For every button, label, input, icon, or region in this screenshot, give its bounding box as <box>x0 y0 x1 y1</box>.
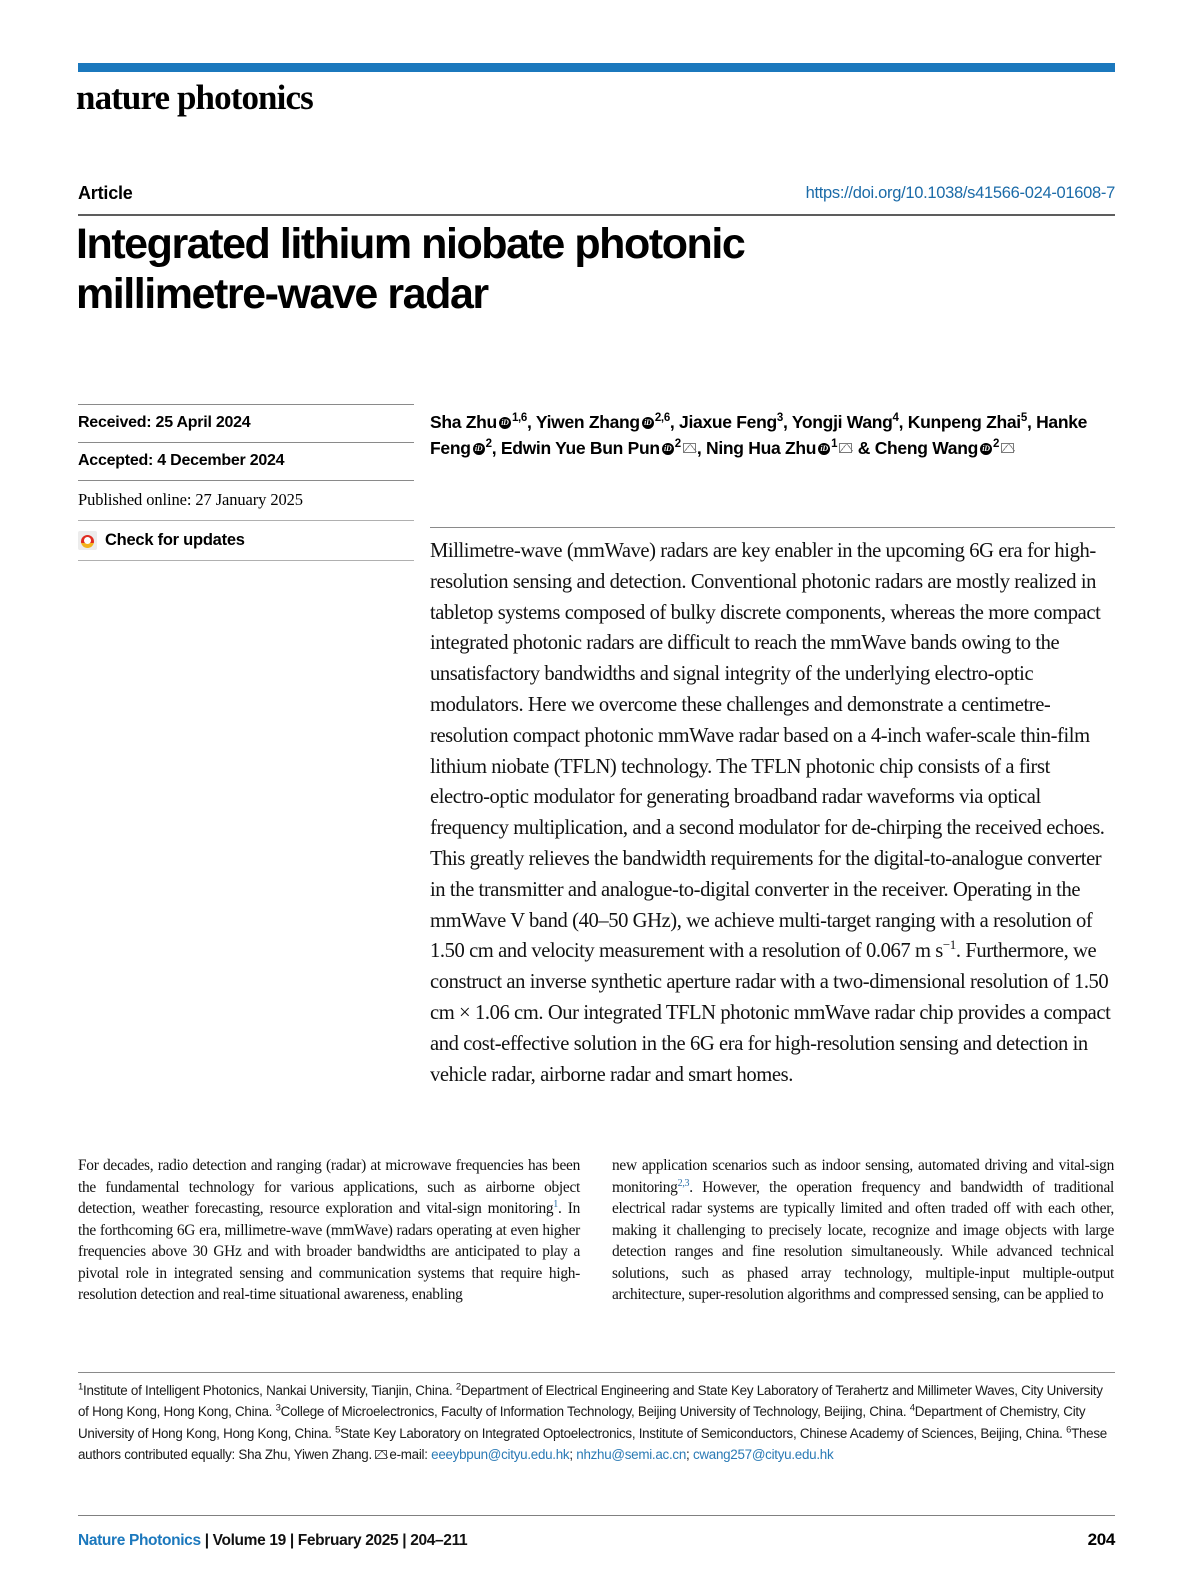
page-title-line-1: Integrated lithium niobate photonic <box>76 220 745 268</box>
body-column-right <box>612 1155 1114 1306</box>
affiliation-marker: 4 <box>909 1402 915 1414</box>
body-text-cont: . In the forthcoming 6G era, millimetre-wave (mmWave) radars operating at even higher frequencies above 30 GHz and with broader bandwidths are anticipated to play a pivotal role in integrated sensing and communication systems that require high-resolution detection and real-time situational awareness, enabling <box>78 1200 580 1303</box>
footer-journal-name[interactable]: Nature Photonics <box>78 1532 201 1549</box>
author-name[interactable]: Hanke Feng <box>430 412 1088 458</box>
orcid-icon[interactable] <box>642 417 654 429</box>
author-name[interactable]: Edwin Yue Bun Pun <box>500 438 660 458</box>
author-affiliation-marker: 2 <box>993 438 1000 451</box>
author-affiliation-marker: 3 <box>776 412 784 425</box>
footer-volume-info: | Volume 19 | February 2025 | 204–211 <box>200 1532 468 1549</box>
footer-citation <box>78 1532 467 1550</box>
accepted-date: Accepted: 4 December 2024 <box>78 452 285 469</box>
affiliation-marker: 5 <box>335 1424 341 1436</box>
author-name[interactable]: Jiaxue Feng <box>679 412 777 432</box>
reference-marker[interactable]: 2,3 <box>677 1177 690 1189</box>
affiliation-text: State Key Laboratory on Integrated Optoelectronics, Institute of Semiconductors, Chinese Academy of Sciences, Beijing, China. <box>340 1425 1067 1441</box>
check-for-updates-button[interactable] <box>78 521 414 560</box>
affiliation-text: College of Microelectronics, Faculty of Information Technology, Beijing University of Technology, Beijing, China. <box>280 1404 910 1420</box>
footer-divider <box>78 1515 1115 1516</box>
envelope-icon[interactable] <box>839 443 852 453</box>
journal-masthead: nature photonics <box>76 78 313 117</box>
body-columns <box>78 1155 1115 1306</box>
affiliation-text: Department of Chemistry, City University of Hong Kong, Hong Kong, China. <box>78 1404 1086 1441</box>
body-text: For decades, radio detection and ranging (radar) at microwave frequencies has been the fundamental technology for various applications, such as airborne object detection, weather forecasting, resource exploration and vital-sign monitoring <box>78 1157 580 1217</box>
page-title <box>76 219 1076 319</box>
email-link[interactable]: nhzhu@semi.ac.cn <box>576 1446 687 1462</box>
affiliation-marker: 2 <box>455 1381 461 1393</box>
abstract-text-cont: . Furthermore, we construct an inverse synthetic aperture radar with a two-dimensional resolution of 1.50 cm × 1.06 cm. Our integrated TFLN photonic mmWave radar chip provides a compact and cost-effective solution in the 6G era for high-resolution sensing and detection in vehicle radar, airborne radar and smart homes. <box>430 940 1111 1086</box>
affiliation-text: Department of Electrical Engineering and State Key Laboratory of Terahertz and Millimeter Waves, City University of Hong Kong, Hong Kong, China. <box>78 1383 1103 1420</box>
envelope-icon[interactable] <box>1001 443 1014 453</box>
orcid-icon[interactable] <box>499 417 511 429</box>
meta-divider <box>78 560 414 561</box>
orcid-icon[interactable] <box>662 443 674 455</box>
abstract-text: Millimetre-wave (mmWave) radars are key enabler in the upcoming 6G era for high-resolution sensing and detection. Conventional photonic radars are mostly realized in tabletop systems composed of bulky discrete components, whereas the more compact integrated photonic radars are difficult to reach the mmWave bands owing to the unsatisfactory bandwidths and signal integrity of the underlying electro-optic modulators. Here we overcome these challenges and demonstrate a centimetre-resolution compact photonic mmWave radar based on a 4-inch wafer-scale thin-film lithium niobate (TFLN) technology. The TFLN photonic chip consists of a first electro-optic modulator for generating broadband radar waveforms via optical frequency multiplication, and a second modulator for de-chirping the received echoes. This greatly relieves the bandwidth requirements for the digital-to-analogue converter in the transmitter and analogue-to-digital converter in the receiver. Operating in the mmWave V band (40–50 GHz), we achieve multi-target ranging with a resolution of 1.50 cm and velocity measurement with a resolution of 0.067 m s <box>430 540 1105 963</box>
author-affiliation-marker: 1,6 <box>511 412 528 425</box>
envelope-icon <box>375 1450 387 1459</box>
author-name[interactable]: Yongji Wang <box>791 412 893 432</box>
email-link[interactable]: cwang257@cityu.edu.hk <box>692 1446 834 1462</box>
envelope-icon[interactable] <box>683 443 696 453</box>
author-affiliation-marker: 2 <box>485 438 492 451</box>
abstract-superscript: −1 <box>942 937 956 953</box>
affiliation-marker: 1 <box>78 1381 84 1393</box>
reference-marker[interactable]: 1 <box>553 1198 559 1210</box>
page-number: 204 <box>1087 1530 1115 1549</box>
orcid-icon[interactable] <box>473 443 485 455</box>
published-online-date: Published online: 27 January 2025 <box>78 490 303 509</box>
doi-link[interactable]: https://doi.org/10.1038/s41566-024-01608-7 <box>805 184 1115 202</box>
author-affiliation-marker: 2,6 <box>654 412 670 425</box>
author-name[interactable]: Ning Hua Zhu <box>705 438 817 458</box>
body-text: new application scenarios such as indoor sensing, automated driving and vital-sign monitoring <box>612 1157 1114 1196</box>
affiliation-marker: 3 <box>275 1402 281 1414</box>
orcid-icon[interactable] <box>980 443 992 455</box>
author-affiliation-marker: 4 <box>892 412 899 425</box>
abstract-divider <box>430 527 1115 528</box>
author-name[interactable]: Sha Zhu <box>430 412 497 432</box>
publication-metadata <box>78 404 414 561</box>
check-for-updates-label: Check for updates <box>105 531 245 549</box>
author-name[interactable]: Kunpeng Zhai <box>907 412 1021 432</box>
masthead-top-rule <box>78 63 1115 72</box>
abstract <box>430 536 1112 1090</box>
affiliations: $^1$Institute of Intelligent Photonics, Nankai University, Tianjin, China. $^2$Department of Electrical Engineering and State Key Laboratory of Terahertz and Millimeter Waves, City University of Hong Kong, Hong Kong, China. $^3$College of Microelectronics, Faculty of Information Technology, Beijing University of Technology, Beijing, China. $^4$Department of Chemistry, City University of Hong Kong, Hong Kong, China. $^5$State Key Laboratory on Integrated Optoelectronics, Institute of Semiconductors, Chinese Academy of Sciences, Beijing, China. $^6$These authors contributed equally: Sha Zhu, Yiwen Zhang. e-mail: eeeybpun@cityu.edu.hk; nhzhu@semi.ac.cn; cwang257@cityu.edu.hk <box>78 1381 1107 1462</box>
body-text-cont: . However, the operation frequency and bandwidth of traditional electrical radar systems are typically limited and often traded off with each other, making it challenging to precisely locate, recognize and image objects with large detection ranges and fine resolution simultaneously. While advanced technical solutions, such as phased array technology, multiple-input multiple-output architecture, super-resolution algorithms and compressed sensing, can be applied to <box>612 1178 1114 1303</box>
author-list: Sha Zhu iD $^{1,6}$, Yiwen Zhang iD $^{2,6}$, Jiaxue Feng$^3$, Yongji Wang$^4$, Kunpeng Zhai$^5$, Hanke Feng iD $^2$, Edwin Yue Bun Pun iD $^2$ , Ning Hua Zhu iD $^1$ & Cheng Wang iD $^2$ <box>430 409 1120 461</box>
affiliation-text: These authors contributed equally: Sha Zhu, Yiwen Zhang. <box>78 1425 1107 1462</box>
body-column-left <box>78 1155 580 1306</box>
author-name[interactable]: Yiwen Zhang <box>535 412 640 432</box>
affiliations-divider <box>78 1372 1115 1373</box>
orcid-icon[interactable] <box>818 443 830 455</box>
author-affiliation-marker: 5 <box>1020 412 1027 425</box>
page-footer <box>78 1530 1115 1550</box>
email-link[interactable]: eeeybpun@cityu.edu.hk <box>431 1446 570 1462</box>
page-title-line-2: millimetre-wave radar <box>76 270 488 318</box>
article-type-kicker: Article <box>78 183 133 203</box>
author-affiliation-marker: 2 <box>674 438 681 451</box>
affiliation-marker: 6 <box>1066 1424 1072 1436</box>
email-label: e-mail: <box>389 1446 432 1462</box>
author-affiliation-marker: 1 <box>831 438 838 451</box>
author-name[interactable]: Cheng Wang <box>874 438 978 458</box>
header-divider <box>78 214 1115 216</box>
crossmark-icon <box>78 531 97 550</box>
affiliation-text: Institute of Intelligent Photonics, Nankai University, Tianjin, China. <box>83 1383 456 1398</box>
received-date: Received: 25 April 2024 <box>78 414 251 431</box>
